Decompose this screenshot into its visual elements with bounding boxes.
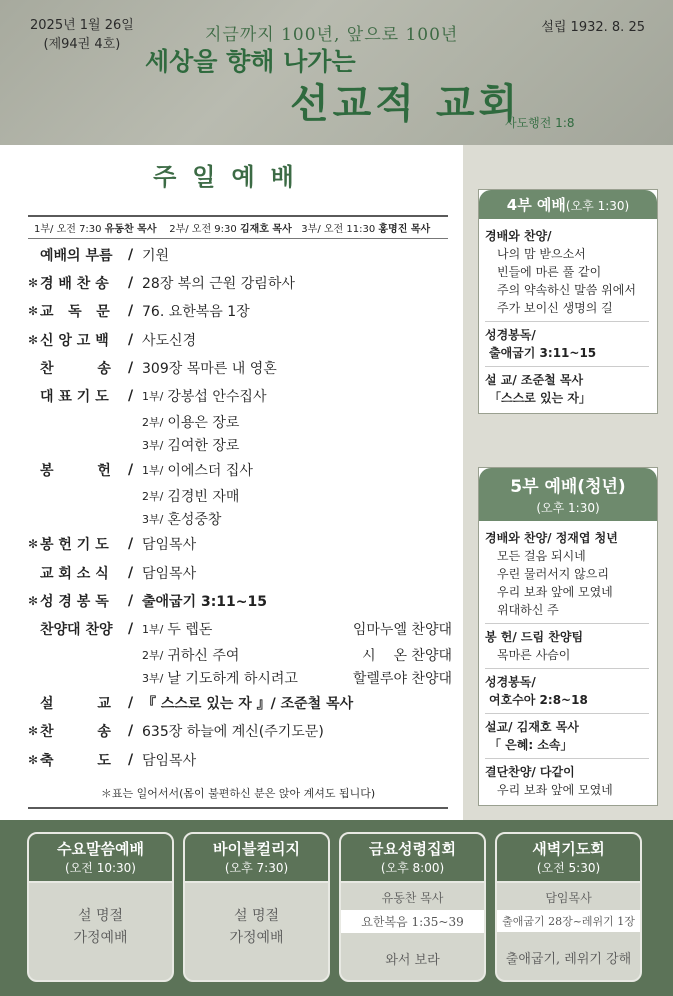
date-text: 2025년 1월 26일 [30, 18, 134, 33]
card-time: (오전 10:30) [65, 861, 136, 875]
side-column [463, 145, 673, 820]
worship-row [28, 587, 458, 615]
service-4-title: 4부 예배 [506, 196, 566, 214]
standing-mark: ✻ [28, 332, 39, 347]
service-4-box [478, 189, 658, 414]
preacher-time: 3부/ 오전 11:30 [301, 224, 376, 235]
choir-name: 임마누엘 찬양대 [352, 621, 452, 638]
worship-row [28, 354, 458, 382]
divider [485, 366, 649, 367]
row-label: 설 교 [40, 696, 111, 713]
praise-title: 경배와 찬양/ 정재엽 청년 [485, 531, 618, 545]
card-head [185, 834, 328, 883]
bible-college-card [183, 832, 330, 982]
worship-row [28, 615, 458, 643]
service-part: 3부/ [142, 671, 164, 685]
separator: / [128, 359, 134, 376]
closing-song-title: 결단찬양/ 다같이 [485, 765, 575, 779]
card-theme: 출애굽기, 레위기 강해 [505, 952, 632, 967]
row-label: 신 앙 고 백 [40, 332, 109, 349]
sermon-title: 설교/ 김재호 목사 [485, 720, 579, 734]
preacher-name: 홍명진 목사 [378, 224, 431, 235]
card-title: 수요말씀예배 [57, 840, 144, 858]
service-5-time: (오후 1:30) [536, 501, 600, 515]
header-banner [0, 0, 673, 145]
row-value: 28장 복의 근원 강림하사 [142, 276, 295, 293]
service-5-body [479, 521, 657, 805]
order-of-worship [28, 241, 458, 774]
card-line: 설 명절 [77, 908, 124, 924]
separator: / [128, 751, 134, 768]
reading-title: 성경봉독/ [485, 328, 536, 342]
row-label: 성 경 봉 독 [40, 593, 109, 610]
row-value: 『 스스로 있는 자 』/ 조준철 목사 [142, 696, 354, 713]
separator: / [128, 331, 134, 348]
row-value: 635장 하늘에 계신(주기도문) [142, 724, 324, 741]
card-body [29, 883, 172, 949]
card-head [341, 834, 484, 883]
worship-row [28, 410, 458, 433]
separator: / [128, 536, 134, 553]
song-item: 우리 보좌 앞에 모였네 [497, 585, 613, 599]
worship-row [28, 689, 458, 717]
reading-title: 성경봉독/ [485, 675, 536, 689]
worship-row [28, 484, 458, 507]
closing-song-item: 우리 보좌 앞에 모였네 [497, 783, 613, 797]
separator: / [128, 275, 134, 292]
row-label: 찬양대 찬양 [40, 621, 113, 638]
card-theme: 와서 보라 [385, 953, 440, 968]
service-part: 1부/ [142, 390, 164, 404]
card-time: (오전 5:30) [536, 861, 601, 875]
row-value: 두 렙돈 [167, 621, 213, 638]
service-part: 3부/ [142, 512, 164, 526]
row-label: 봉 헌 [40, 463, 111, 480]
service-part: 1부/ [142, 464, 164, 478]
card-body [185, 883, 328, 949]
row-value: 귀하신 주여 [167, 647, 240, 664]
divider [485, 321, 649, 322]
service-4-body [479, 219, 657, 413]
row-value: 사도신경 [142, 332, 197, 349]
worship-row [28, 456, 458, 484]
row-value: 309장 목마른 내 영혼 [142, 360, 277, 377]
song-item: 빈들에 마른 풀 같이 [497, 265, 602, 279]
reading-item: 여호수아 2:8~18 [489, 693, 588, 707]
row-value: 담임목사 [142, 752, 197, 769]
service-4-time: (오후 1:30) [565, 199, 630, 213]
worship-row [28, 433, 458, 456]
row-label: 축 도 [40, 752, 111, 769]
card-line: 가정예배 [229, 930, 284, 946]
service-part: 1부/ [142, 622, 164, 636]
sermon-item: 「스스로 있는 자」 [489, 391, 591, 405]
preacher-time: 1부/ 오전 7:30 [34, 224, 102, 235]
card-scripture: 출애굽기 28장~레위기 1장 [497, 910, 640, 932]
row-value: 혼성중창 [167, 511, 222, 528]
separator: / [128, 620, 134, 637]
offering-title: 봉 헌/ 드림 찬양팀 [485, 630, 584, 644]
preacher-name: 유동찬 목사 [104, 224, 157, 235]
service-part: 3부/ [142, 438, 164, 452]
separator: / [128, 388, 134, 405]
card-time: (오후 8:00) [380, 861, 445, 875]
sunday-service-section [0, 145, 463, 820]
separator: / [128, 247, 134, 264]
card-title: 바이블컬리지 [213, 840, 300, 858]
wednesday-card [27, 832, 174, 982]
song-item: 주가 보이신 생명의 길 [497, 301, 613, 315]
friday-card [339, 832, 486, 982]
row-label: 예배의 부름 [40, 248, 113, 265]
row-label: 교 회 소 식 [40, 565, 109, 582]
card-line: 가정예배 [73, 930, 128, 946]
card-head [29, 834, 172, 883]
service-part: 2부/ [142, 415, 164, 429]
dawn-prayer-card [495, 832, 642, 982]
service-part: 2부/ [142, 489, 164, 503]
slogan-line2: 세상을 향해 나가는 [145, 47, 356, 76]
worship-row [28, 382, 458, 410]
sermon-title: 설 교/ 조준철 목사 [485, 373, 584, 387]
service-5-head [479, 468, 657, 521]
weekly-meetings [0, 820, 673, 996]
worship-row [28, 241, 458, 269]
worship-row [28, 717, 458, 745]
row-value: 기원 [142, 248, 170, 265]
separator: / [128, 303, 134, 320]
row-value: 이에스더 집사 [167, 463, 253, 480]
card-speaker: 유동찬 목사 [381, 891, 444, 905]
row-value: 76. 요한복음 1장 [142, 304, 250, 321]
reading-item: 출애굽기 3:11~15 [489, 346, 597, 360]
worship-row [28, 745, 458, 773]
separator: / [128, 564, 134, 581]
row-value: 이용은 장로 [167, 414, 240, 431]
row-label: 대 표 기 도 [40, 389, 109, 406]
service-5-box [478, 467, 658, 806]
row-value: 담임목사 [142, 565, 197, 582]
established-date: 설립 1932. 8. 25 [541, 20, 645, 35]
header-verse: 사도행전 1:8 [505, 116, 575, 130]
song-item: 모든 걸음 되시네 [497, 549, 586, 563]
card-speaker: 담임목사 [545, 891, 592, 905]
song-item: 위대하신 주 [497, 603, 559, 617]
header-title: 선교적 교회 [290, 80, 522, 127]
row-label: 찬 송 [40, 360, 111, 377]
card-time: (오후 7:30) [224, 861, 289, 875]
row-value: 강봉섭 안수집사 [167, 389, 267, 406]
worship-row [28, 326, 458, 354]
standing-mark: ✻ [28, 752, 39, 767]
standing-mark: ✻ [28, 724, 39, 739]
divider [485, 758, 649, 759]
issue-date [30, 16, 134, 54]
worship-row [28, 507, 458, 530]
separator: / [128, 695, 134, 712]
worship-row [28, 530, 458, 558]
row-value: 김여한 장로 [167, 437, 240, 454]
row-label: 찬 송 [40, 724, 111, 741]
standing-mark: ✻ [28, 537, 39, 552]
row-label: 봉 헌 기 도 [40, 537, 109, 554]
row-value: 출애굽기 3:11~15 [142, 593, 268, 610]
praise-title: 경배와 찬양/ [485, 229, 552, 243]
worship-row [28, 297, 458, 325]
service-4-head [479, 190, 657, 219]
worship-row [28, 269, 458, 297]
row-label: 경 배 찬 송 [40, 276, 109, 293]
worship-row [28, 559, 458, 587]
divider [485, 668, 649, 669]
song-item: 나의 맘 받으소서 [497, 247, 586, 261]
volume-text: (제94권 4호) [43, 37, 121, 52]
service-part: 2부/ [142, 648, 164, 662]
sermon-item: 「 은혜: 소속」 [489, 738, 573, 752]
separator: / [128, 723, 134, 740]
worship-row [28, 666, 458, 689]
card-title: 금요성령집회 [369, 840, 456, 858]
choir-name: 시 온 찬양대 [362, 647, 452, 664]
card-scripture: 요한복음 1:35~39 [341, 910, 484, 933]
preacher-name: 김재호 목사 [239, 224, 292, 235]
row-label: 교 독 문 [40, 304, 110, 321]
separator: / [128, 592, 134, 609]
song-item: 주의 약속하신 말씀 위에서 [497, 283, 636, 297]
service-5-title: 5부 예배(청년) [510, 477, 626, 497]
divider [485, 713, 649, 714]
worship-row [28, 643, 458, 666]
preacher-time: 2부/ 오전 9:30 [169, 224, 237, 235]
separator: / [128, 462, 134, 479]
standing-notice: ＊표는 일어서서(몸이 불편하신 분은 앉아 계셔도 됩니다) [28, 785, 448, 809]
slogan-line1: 지금까지 100년, 앞으로 100년 [205, 25, 459, 45]
row-value: 김경빈 자매 [167, 488, 240, 505]
standing-mark: ✻ [28, 276, 39, 291]
preacher-line [28, 215, 448, 239]
row-value: 날 기도하게 하시려고 [167, 670, 298, 687]
standing-mark: ✻ [28, 593, 39, 608]
choir-name: 할렐루야 찬양대 [352, 670, 452, 687]
divider [485, 623, 649, 624]
card-line: 설 명절 [233, 908, 280, 924]
row-value: 담임목사 [142, 537, 197, 554]
standing-mark: ✻ [28, 304, 39, 319]
offering-item: 목마른 사슴이 [497, 648, 571, 662]
section-title: 주일예배 [153, 163, 310, 191]
card-head [497, 834, 640, 883]
card-title: 새벽기도회 [532, 840, 605, 858]
song-item: 우린 물러서지 않으리 [497, 567, 609, 581]
